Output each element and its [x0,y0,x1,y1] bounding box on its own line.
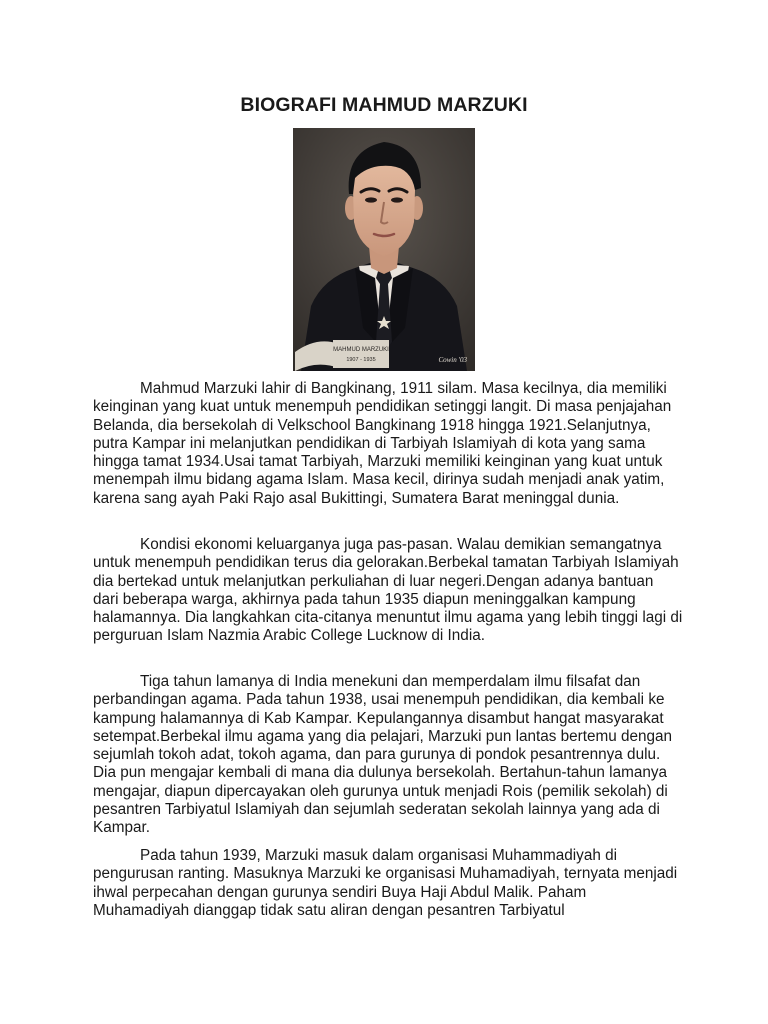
portrait-painting [293,128,475,371]
page-title: BIOGRAFI MAHMUD MARZUKI [240,94,528,116]
banner-name: MAHMUD MARZUKI [333,347,389,353]
paragraph-3: Tiga tahun lamanya di India menekuni dan memperdalam ilmu filsafat dan perbandingan agama. Pada tahun 1938, usai menempuh pendidikan, dia kembali ke kampung halamannya di Kab Kampar. Kepulangannya disambut hangat masyarakat setempat.Berbekal ilmu agama yang dia pelajari, Marzuki pun lantas bertemu dengan sejumlah tokoh adat, tokoh agama, dan para gurunya di pondok pesantrennya dulu. Dia pun mengajar kembali di mana dia dulunya bersekolah. Bertahun-tahun lamanya mengajar, diapun dipercayakan oleh gurunya untuk menjadi Rois (pemilik sekolah) di pesantren Tarbiyatul Islamiyah dan sejumlah sederatan sekolah lainnya yang ada di Kampar. [93,673,673,837]
eye-right [391,197,403,202]
necktie [376,268,392,352]
eye-left [365,197,377,202]
paragraph-2: Kondisi ekonomi keluarganya juga pas-pasan. Walau demikian semangatnya untuk menempuh pendidikan terus dia gelorakan.Berbekal tamatan Tarbiyah Islamiyah dia bertekad untuk melanjutkan perkuliahan di luar negeri.Dengan adanya bantuan dari beberapa warga, akhirnya pada tahun 1935 diapun meninggalkan kampung halamannya. Dia langkahkan cita-citanya menuntut ilmu agama yang lebih tinggi lagi di perguruan Islam Nazmia Arabic College Lucknow di India. [93,536,683,645]
paragraph-4: Pada tahun 1939, Marzuki masuk dalam organisasi Muhammadiyah di pengurusan ranting. Masuknya Marzuki ke organisasi Muhamadiyah, ternyata menjadi ihwal perpecahan dengan gurunya sendiri Buya Haji Abdul Malik. Paham Muhamadiyah dianggap tidak satu aliran dengan pesantren Tarbiyatul [93,847,678,919]
paragraph-1: Mahmud Marzuki lahir di Bangkinang, 1911 silam. Masa kecilnya, dia memiliki keinginan yang kuat untuk menempuh pendidikan setinggi langit. Di masa penjajahan Belanda, dia bersekolah di Velkschool Bangkinang 1918 hingga 1921.Selanjutnya, putra Kampar ini melanjutkan pendidikan di Tarbiyah Islamiyah di kota yang sama hingga tamat 1934.Usai tamat Tarbiyah, Marzuki memiliki keinginan yang kuat untuk menempah ilmu bidang agama Islam. Masa kecil, dirinya sudah menjadi anak yatim, karena sang ayah Paki Rajo asal Bukittingi, Sumatera Barat meninggal dunia. [93,380,672,507]
banner-years: 1907 - 1935 [346,357,376,363]
artist-signature: Cowin '03 [438,356,467,364]
